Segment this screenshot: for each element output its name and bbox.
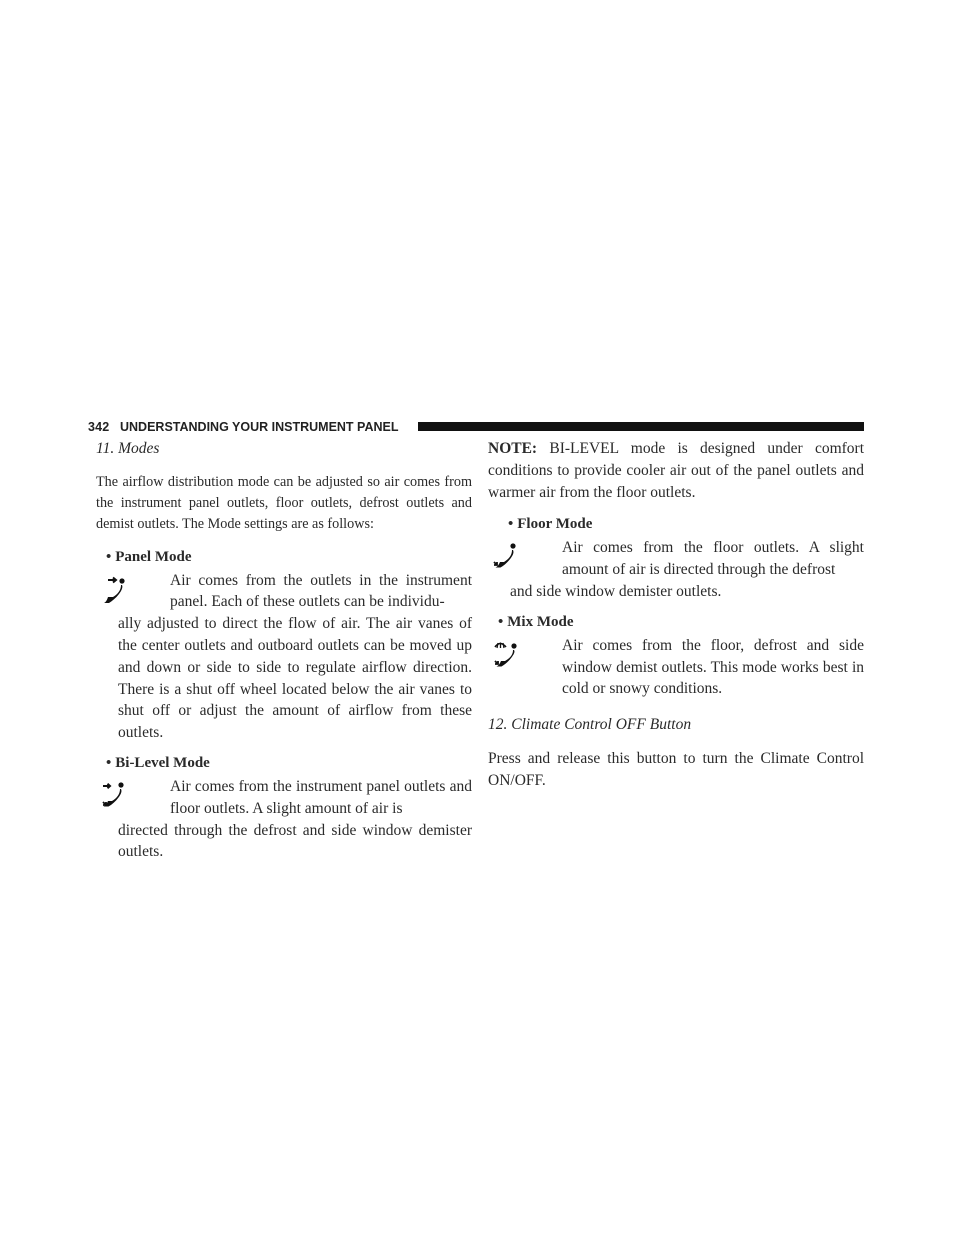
panel-mode-block	[96, 570, 472, 744]
note-label: NOTE:	[488, 440, 538, 457]
panel-mode-icon	[100, 576, 130, 606]
page-header	[88, 419, 864, 435]
mix-mode-heading: • Mix Mode	[498, 613, 574, 630]
bi-level-mode-icon	[100, 780, 130, 810]
right-column	[488, 438, 864, 802]
floor-mode-text-rest: and side window demister outlets.	[510, 582, 722, 600]
mix-mode-block	[488, 635, 864, 700]
bi-level-mode-text-rest: directed through the defrost and side window demister outlets.	[118, 821, 472, 861]
mix-mode-label: Mix Mode	[507, 613, 574, 630]
running-title: UNDERSTANDING YOUR INSTRUMENT PANEL	[120, 420, 399, 434]
page-number: 342	[88, 420, 110, 434]
bi-level-mode-block	[96, 776, 472, 863]
mix-mode-icon	[492, 639, 522, 669]
header-rule	[418, 422, 864, 431]
climate-off-text: Press and release this button to turn the Climate Control ON/OFF.	[488, 749, 864, 789]
left-column	[96, 438, 472, 871]
note-text: BI-LEVEL mode is designed under comfort conditions to provide cooler air out of the panel outlets and warmer air from the floor outlets.	[488, 440, 865, 501]
panel-mode-text-first: Air comes from the outlets in the instrument panel. Each of these outlets can be individu-	[170, 571, 472, 611]
panel-mode-heading: • Panel Mode	[106, 548, 192, 565]
modes-intro: The airflow distribution mode can be adjusted so air comes from the instrument panel outlets, floor outlets, defrost outlets and demist outlets. The Mode settings are as follows:	[96, 473, 472, 533]
section-title-modes: 11. Modes	[96, 440, 160, 457]
bi-level-mode-text-first: Air comes from the instrument panel outlets and floor outlets. A slight amount of air is	[170, 778, 472, 817]
floor-mode-text-first: Air comes from the floor outlets. A slight amount of air is directed through the defrost	[562, 539, 864, 579]
section-title-climate-off: 12. Climate Control OFF Button	[488, 716, 692, 734]
panel-mode-text-rest: ally adjusted to direct the flow of air. The air vanes of the center outlets and outboard outlets can be moved up and down or side to side to regulate airflow direction. There is a shut off wheel located below the air vanes to shut off or adjust the amount of airflow from these outlets.	[118, 615, 472, 742]
bi-level-mode-heading: • Bi-Level Mode	[106, 755, 210, 772]
panel-mode-label: Panel Mode	[115, 548, 192, 565]
bi-level-note	[488, 438, 864, 503]
floor-mode-heading: • Floor Mode	[508, 516, 593, 533]
mix-mode-text: Air comes from the floor, defrost and side window demist outlets. This mode works best in cold or snowy conditions.	[562, 636, 864, 698]
floor-mode-block	[488, 537, 864, 602]
floor-mode-icon	[492, 541, 522, 571]
bi-level-mode-label: Bi-Level Mode	[115, 755, 210, 772]
floor-mode-label: Floor Mode	[517, 516, 593, 533]
